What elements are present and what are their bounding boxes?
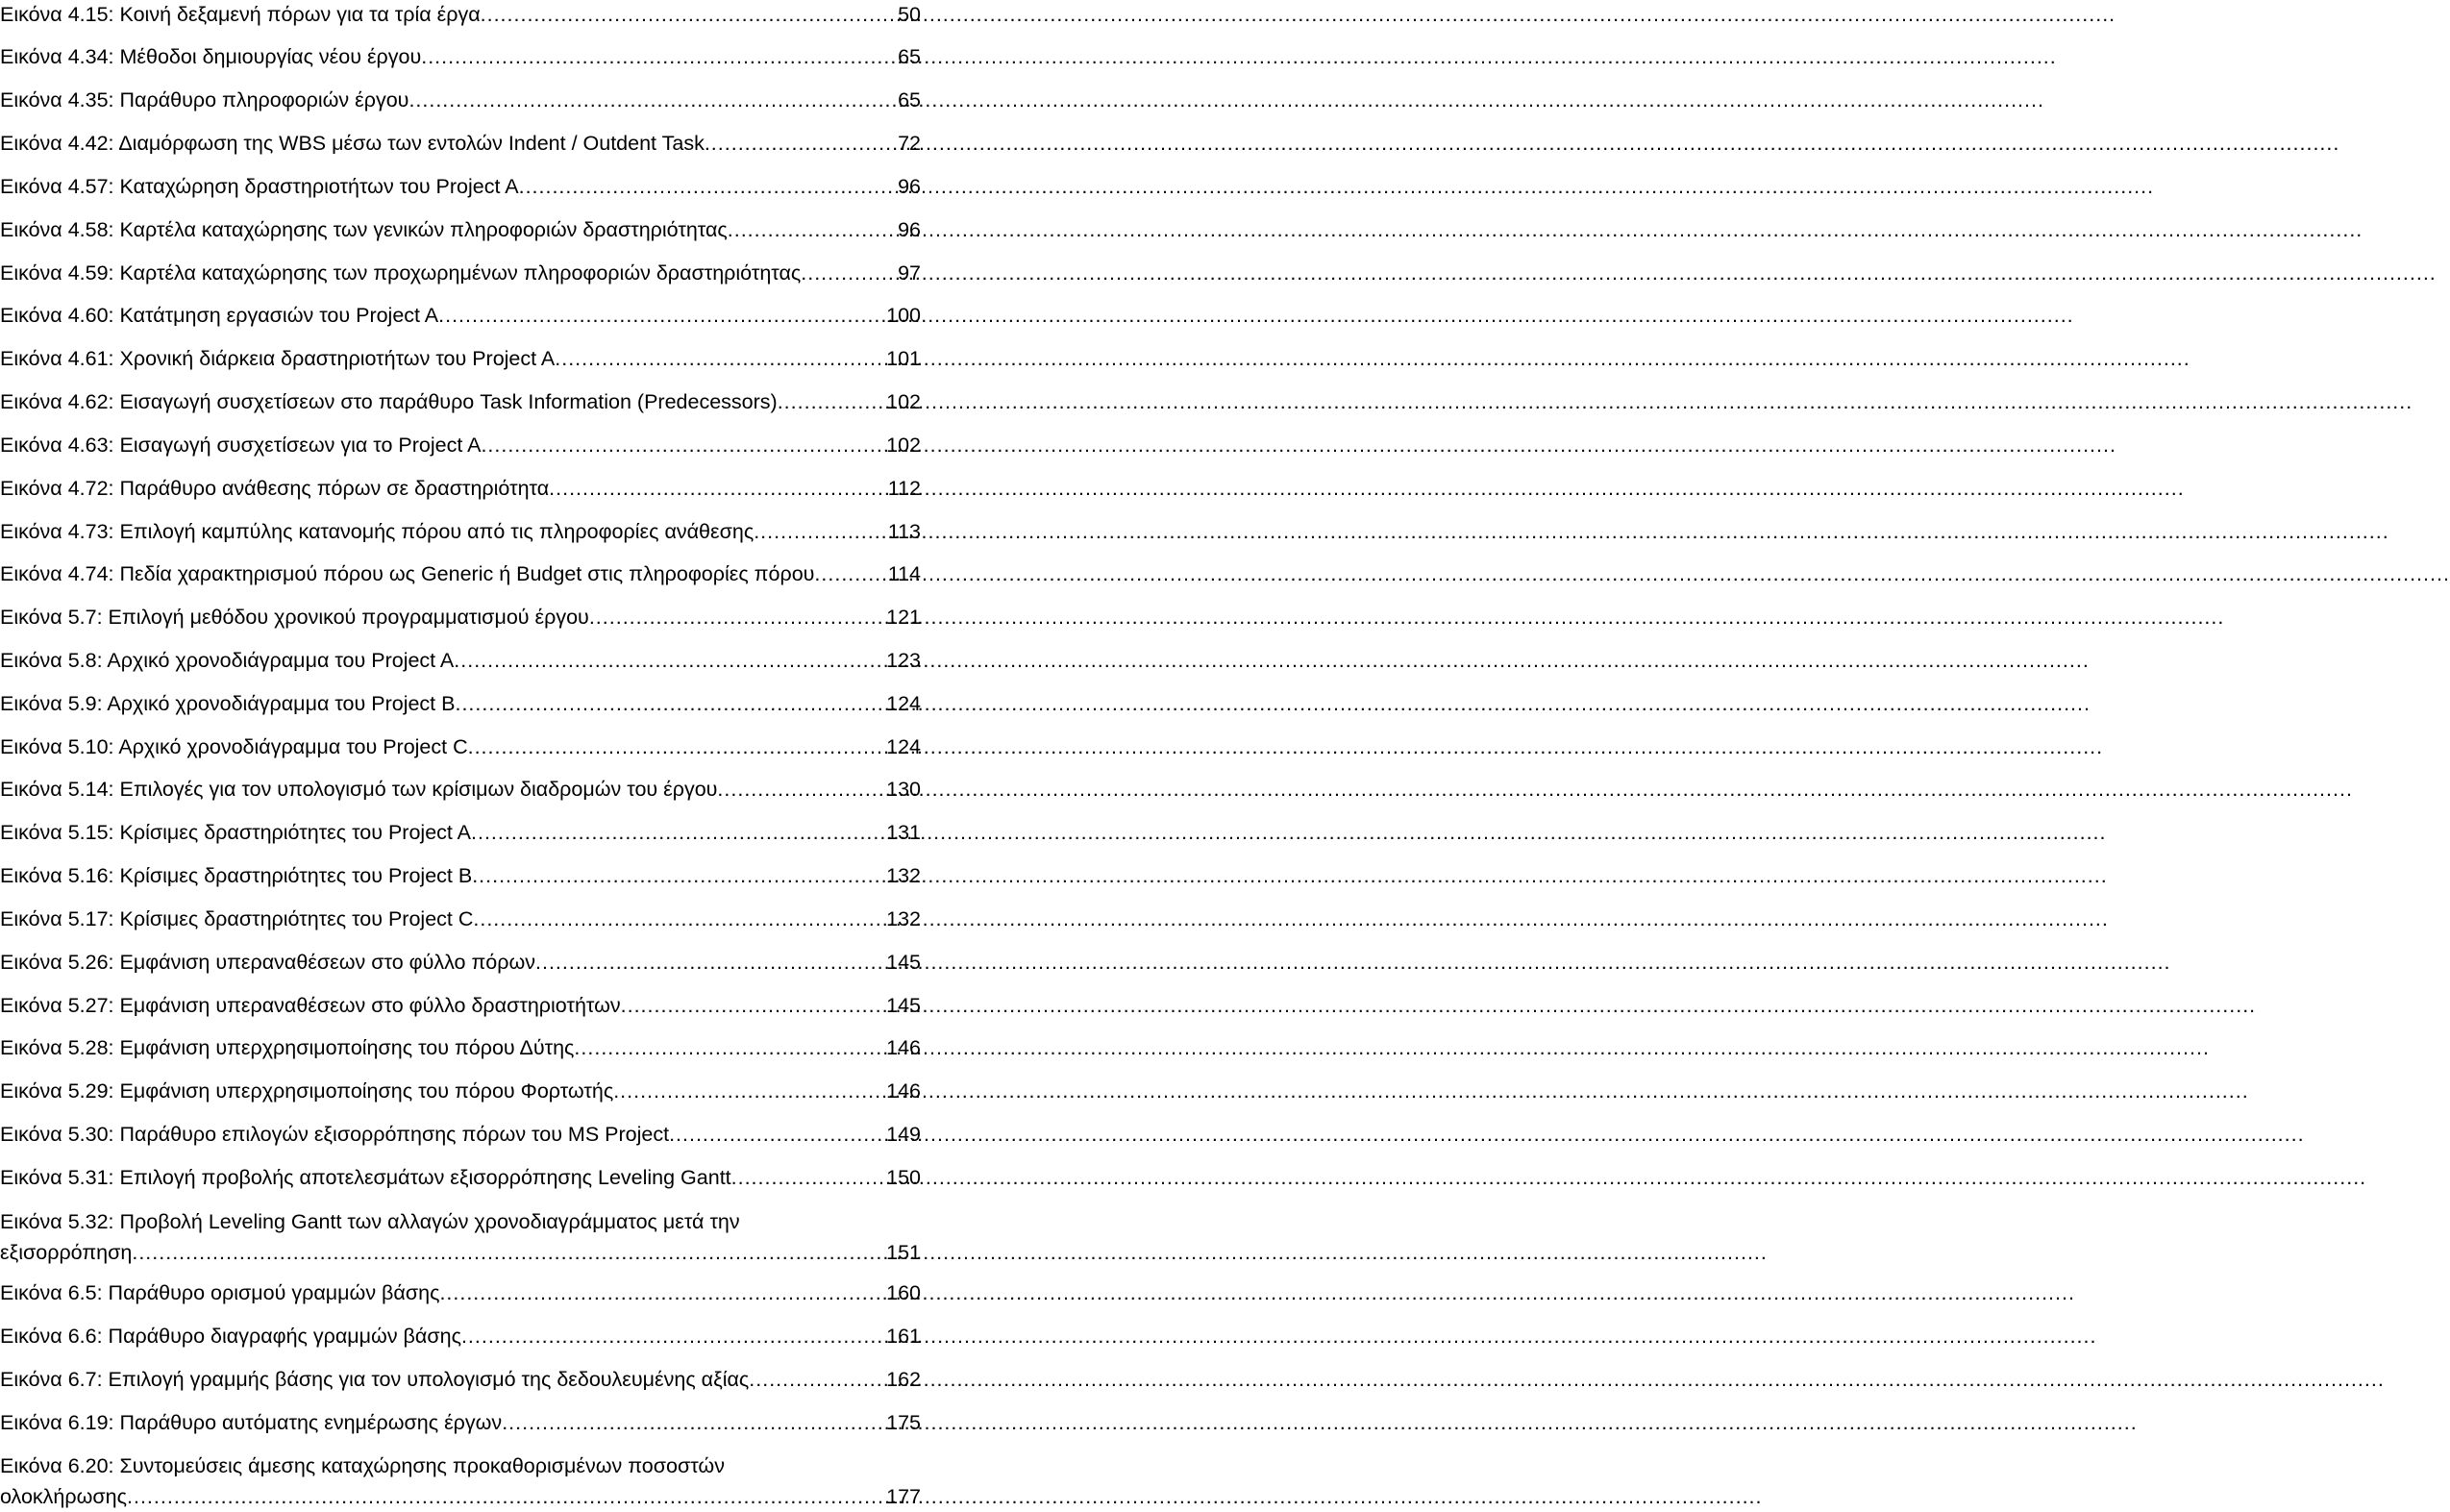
toc-entry-title: Εικόνα 6.6: Παράθυρο διαγραφής γραμμών βάσης [0, 1325, 461, 1348]
dot-leader [555, 344, 884, 373]
dot-leader [461, 1322, 884, 1351]
toc-entry-page-number: 145 [886, 994, 921, 1017]
toc-entry-line [0, 1033, 921, 1062]
toc-entry-line [0, 1482, 921, 1511]
toc-entry[interactable] [0, 431, 921, 459]
toc-entry[interactable] [0, 948, 921, 977]
toc-entry-line [0, 1077, 921, 1105]
dot-leader [574, 1033, 884, 1062]
toc-entry-line [0, 1278, 921, 1307]
toc-entry-page-number: 97 [898, 261, 921, 285]
toc-entry[interactable] [0, 474, 921, 503]
toc-entry[interactable] [0, 42, 921, 71]
toc-entry-page-number: 65 [898, 45, 921, 68]
toc-entry-title: Εικόνα 5.8: Αρχικό χρονοδιάγραμμα του Project A [0, 649, 455, 672]
toc-entry-page-number: 123 [886, 649, 921, 672]
toc-entry-page-number: 124 [886, 735, 921, 758]
toc-entry-page-number: 132 [886, 907, 921, 930]
toc-entry-title: Εικόνα 5.29: Εμφάνιση υπερχρησιμοποίησης του πόρου Φορτωτής [0, 1079, 614, 1103]
toc-entry-line [0, 1365, 921, 1394]
toc-entry-title: Εικόνα 4.63: Εισαγωγή συσχετίσεων για το Project A [0, 434, 482, 457]
dot-leader [468, 732, 885, 761]
toc-entry-title: Εικόνα 4.72: Παράθυρο ανάθεσης πόρων σε δραστηριότητα [0, 477, 550, 500]
dot-leader [778, 387, 884, 416]
toc-entry-line [0, 172, 921, 201]
dot-leader [502, 1408, 884, 1437]
toc-entry[interactable] [0, 129, 921, 158]
dot-leader [613, 1077, 884, 1105]
dot-leader [481, 0, 896, 29]
dot-leader [471, 818, 884, 847]
toc-entry-title: ολοκλήρωσης [0, 1485, 127, 1508]
toc-entry[interactable] [0, 905, 921, 933]
toc-entry-page-number: 96 [898, 218, 921, 241]
toc-entry-line [0, 474, 921, 503]
dot-leader [814, 559, 885, 588]
toc-entry-line [0, 42, 921, 71]
dot-leader [481, 431, 884, 459]
dot-leader [454, 646, 884, 675]
toc-entry-page-number: 101 [886, 347, 921, 370]
dot-leader [731, 1163, 884, 1192]
toc-entry-page-number: 102 [886, 390, 921, 413]
toc-entry-line [0, 86, 921, 114]
toc-entry-title: Εικόνα 6.5: Παράθυρο ορισμού γραμμών βάσης [0, 1281, 440, 1304]
toc-entry-line [0, 991, 921, 1020]
toc-entry-title: Εικόνα 5.16: Κρίσιμες δραστηριότητες του Project B [0, 864, 473, 887]
toc-entry-title: Εικόνα 4.60: Κατάτμηση εργασιών του Project A [0, 304, 439, 327]
toc-entry-line [0, 0, 921, 29]
toc-entry-page-number: 177 [886, 1485, 921, 1508]
toc-entry-title: Εικόνα 5.26: Εμφάνιση υπεραναθέσεων στο φύλλο πόρων [0, 951, 536, 974]
toc-entry-line [0, 1238, 921, 1267]
toc-entry-page-number: 113 [887, 520, 921, 543]
toc-entry-title: Εικόνα 5.7: Επιλογή μεθόδου χρονικού προγραμματισμού έργου [0, 606, 589, 629]
toc-entry-title-line1: Εικόνα 6.20: Συντομεύσεις άμεσης καταχώρησης προκαθορισμένων ποσοστών [0, 1454, 725, 1477]
toc-entry-title: εξισορρόπηση [0, 1241, 133, 1264]
dot-leader [127, 1482, 884, 1511]
toc-entry-page-number: 160 [886, 1281, 921, 1304]
dot-leader [754, 517, 886, 546]
toc-entry-line [0, 905, 921, 933]
toc-entry-line [0, 948, 921, 977]
toc-entry-title: Εικόνα 4.15: Κοινή δεξαμενή πόρων για τα τρία έργα [0, 3, 481, 26]
toc-entry[interactable] [0, 344, 921, 373]
toc-entry[interactable] [0, 1322, 921, 1351]
toc-entry-line [0, 1120, 921, 1149]
toc-entry[interactable] [0, 517, 921, 546]
toc-entry[interactable] [0, 775, 921, 804]
toc-entry-title: Εικόνα 4.59: Καρτέλα καταχώρησης των προχωρημένων πληροφοριών δραστηριότητας [0, 261, 802, 285]
toc-entry-title: Εικόνα 4.74: Πεδία χαρακτηρισμού πόρου ως Generic ή Budget στις πληροφορίες πόρου [0, 562, 815, 585]
toc-entry-line [0, 1322, 921, 1351]
toc-entry-line [0, 689, 921, 718]
toc-entry[interactable] [0, 172, 921, 201]
toc-entry-line [0, 215, 921, 244]
toc-entry-line [0, 301, 921, 330]
toc-entry[interactable] [0, 1207, 921, 1267]
toc-entry-line [0, 517, 921, 546]
toc-entry-page-number: 162 [886, 1368, 921, 1391]
toc-entry-line [0, 732, 921, 761]
dot-leader [717, 775, 884, 804]
toc-entry-title: Εικόνα 5.27: Εμφάνιση υπεραναθέσεων στο φύλλο δραστηριοτήτων [0, 994, 621, 1017]
toc-entry-page-number: 175 [886, 1411, 921, 1434]
toc-entry-line [0, 259, 921, 287]
dot-leader [705, 129, 896, 158]
toc-entry[interactable] [0, 387, 921, 416]
dot-leader [473, 905, 884, 933]
toc-entry[interactable] [0, 991, 921, 1020]
dot-leader [421, 42, 896, 71]
dot-leader [438, 301, 884, 330]
dot-leader [519, 172, 896, 201]
toc-entry-title: Εικόνα 5.31: Επιλογή προβολής αποτελεσμάτων εξισορρόπησης Leveling Gantt [0, 1166, 731, 1189]
toc-entry-title: Εικόνα 4.62: Εισαγωγή συσχετίσεων στο παράθυρο Task Information (Predecessors) [0, 390, 778, 413]
toc-entry-line [0, 344, 921, 373]
toc-entry-page-number: 145 [886, 951, 921, 974]
toc-entry[interactable] [0, 86, 921, 114]
toc-entry-title: Εικόνα 4.42: Διαμόρφωση της WBS μέσω των εντολών Indent / Outdent Task [0, 132, 705, 155]
toc-entry-line [0, 387, 921, 416]
dot-leader [728, 215, 896, 244]
dot-leader [589, 603, 884, 632]
toc-entry-line [0, 818, 921, 847]
dot-leader [621, 991, 884, 1020]
toc-entry[interactable] [0, 559, 921, 588]
toc-entry-page-number: 96 [898, 175, 921, 198]
toc-entry-title: Εικόνα 4.57: Καταχώρηση δραστηριοτήτων του Project A [0, 175, 519, 198]
toc-entry-page-number: 161 [886, 1325, 921, 1348]
toc-entry[interactable] [0, 818, 921, 847]
toc-entry-line [0, 559, 921, 588]
toc-entry[interactable] [0, 861, 921, 890]
toc-entry-page-number: 102 [886, 434, 921, 457]
toc-entry-page-number: 151 [886, 1241, 921, 1264]
toc-entry-page-number: 130 [886, 778, 921, 801]
toc-entry[interactable] [0, 1120, 921, 1149]
toc-entry-page-number: 114 [887, 562, 921, 585]
toc-entry-title: Εικόνα 5.9: Αρχικό χρονοδιάγραμμα του Project B [0, 692, 456, 715]
dot-leader [669, 1120, 884, 1149]
toc-entry[interactable] [0, 1278, 921, 1307]
toc-entry[interactable] [0, 646, 921, 675]
toc-entry[interactable] [0, 1408, 921, 1437]
dot-leader [439, 1278, 884, 1307]
toc-entry-page-number: 121 [886, 606, 921, 629]
toc-entry[interactable] [0, 1163, 921, 1192]
toc-entry-title: Εικόνα 6.7: Επιλογή γραμμής βάσης για τον υπολογισμό της δεδουλευμένης αξίας [0, 1368, 750, 1391]
toc-entry-title: Εικόνα 5.10: Αρχικό χρονοδιάγραμμα του Project C [0, 735, 468, 758]
dot-leader [549, 474, 886, 503]
toc-entry[interactable] [0, 1033, 921, 1062]
toc-entry-page-number: 124 [886, 692, 921, 715]
toc-entry-title: Εικόνα 4.61: Χρονική διάρκεια δραστηριοτήτων του Project A [0, 347, 556, 370]
toc-entry-title: Εικόνα 4.58: Καρτέλα καταχώρησης των γενικών πληροφοριών δραστηριότητας [0, 218, 728, 241]
dot-leader [801, 259, 896, 287]
toc-entry[interactable] [0, 0, 921, 29]
toc-entry-line [0, 129, 921, 158]
toc-entry[interactable] [0, 603, 921, 632]
dot-leader [132, 1238, 884, 1267]
toc-entry[interactable] [0, 689, 921, 718]
toc-entry-title: Εικόνα 4.34: Μέθοδοι δημιουργίας νέου έργου [0, 45, 422, 68]
toc-entry[interactable] [0, 732, 921, 761]
toc-entry-page-number: 146 [886, 1079, 921, 1103]
toc-entry-line [0, 775, 921, 804]
toc-entry-page-number: 146 [886, 1036, 921, 1059]
toc-entry-title: Εικόνα 5.28: Εμφάνιση υπερχρησιμοποίησης του πόρου Δύτης [0, 1036, 575, 1059]
toc-entry-title: Εικόνα 4.73: Επιλογή καμπύλης κατανομής πόρου από τις πληροφορίες ανάθεσης [0, 520, 755, 543]
toc-entry-title: Εικόνα 5.15: Κρίσιμες δραστηριότητες του Project A [0, 821, 471, 844]
toc-entry[interactable] [0, 1077, 921, 1105]
toc-entry-page-number: 112 [887, 477, 921, 500]
toc-entry-page-number: 72 [898, 132, 921, 155]
toc-entry[interactable] [0, 301, 921, 330]
toc-entry-title: Εικόνα 5.17: Κρίσιμες δραστηριότητες του Project C [0, 907, 474, 930]
dot-leader [472, 861, 884, 890]
toc-entry-title-line1: Εικόνα 5.32: Προβολή Leveling Gantt των αλλαγών χρονοδιαγράμματος μετά την [0, 1210, 740, 1233]
toc-entry-line [0, 646, 921, 675]
toc-entry[interactable] [0, 1451, 921, 1511]
toc-entry-title: Εικόνα 5.14: Επιλογές για τον υπολογισμό των κρίσιμων διαδρομών του έργου [0, 778, 718, 801]
toc-entry-page-number: 131 [886, 821, 921, 844]
toc-entry-line [0, 861, 921, 890]
toc-entry-page-number: 65 [898, 88, 921, 112]
dot-leader [535, 948, 884, 977]
dot-leader [408, 86, 896, 114]
dot-leader [455, 689, 884, 718]
toc-entry-title: Εικόνα 5.30: Παράθυρο επιλογών εξισορρόπησης πόρων του MS Project [0, 1123, 670, 1146]
toc-entry-page-number: 50 [898, 3, 921, 26]
toc-entry-line [0, 603, 921, 632]
toc-entry-page-number: 100 [886, 304, 921, 327]
toc-entry-title: Εικόνα 6.19: Παράθυρο αυτόματης ενημέρωσης έργων [0, 1411, 503, 1434]
toc-entry[interactable] [0, 215, 921, 244]
toc-entry-title: Εικόνα 4.35: Παράθυρο πληροφοριών έργου [0, 88, 409, 112]
toc-entry-line [0, 431, 921, 459]
toc-entry-page-number: 132 [886, 864, 921, 887]
toc-entry-line [0, 1408, 921, 1437]
toc-entry-line [0, 1163, 921, 1192]
dot-leader [749, 1365, 884, 1394]
toc-entry[interactable] [0, 259, 921, 287]
toc-entry-page-number: 149 [886, 1123, 921, 1146]
toc-entry[interactable] [0, 1365, 921, 1394]
toc-entry-page-number: 150 [886, 1166, 921, 1189]
